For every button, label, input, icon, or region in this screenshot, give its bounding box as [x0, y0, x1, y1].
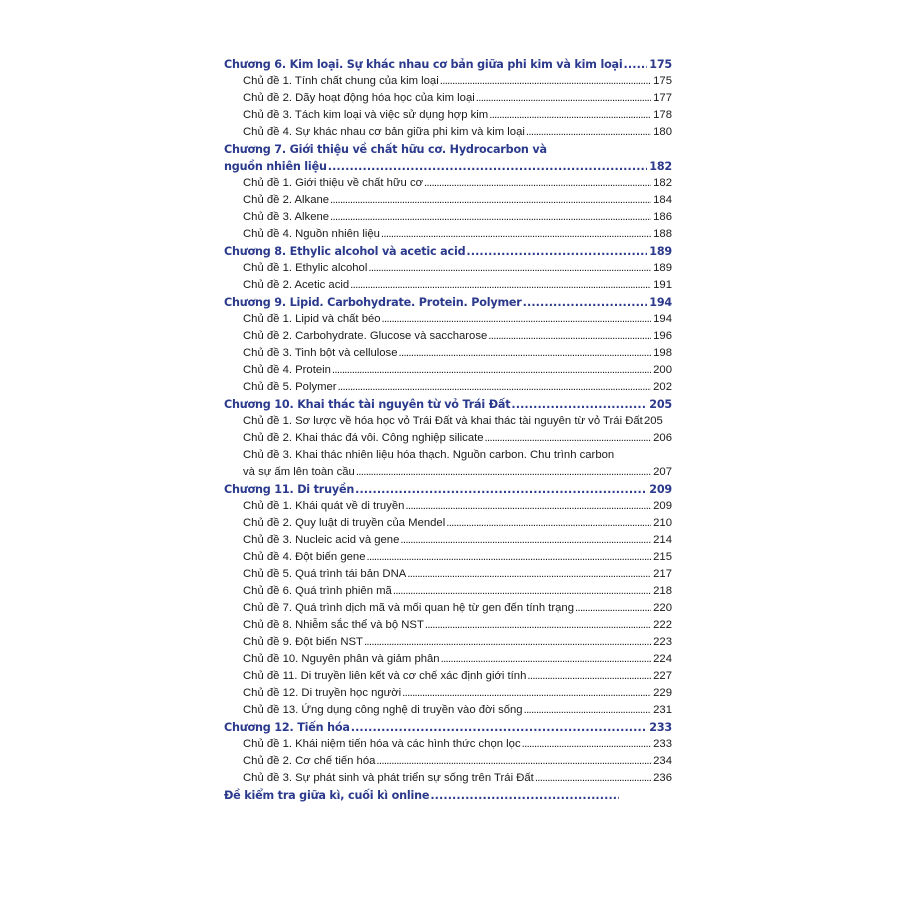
page-number: 234 [653, 755, 672, 767]
topic-title: Chủ đề 2. Carbohydrate. Glucose và saccharose [243, 330, 488, 342]
toc-chapter-row[interactable] [224, 141, 672, 158]
toc-chapter-row[interactable] [224, 396, 672, 413]
toc-topic-row[interactable] [224, 753, 672, 770]
topic-title: Chủ đề 10. Nguyên phân và giảm phân [243, 653, 440, 665]
page-number: 178 [653, 109, 672, 121]
page-number: 224 [653, 653, 672, 665]
chapter-title: Chương 8. Ethylic alcohol và acetic acid [224, 245, 466, 258]
toc-topic-row[interactable] [224, 583, 672, 600]
page-number: 182 [653, 177, 672, 189]
dot-leader [489, 107, 651, 124]
dot-leader [350, 277, 651, 294]
dot-leader [485, 430, 651, 447]
dot-leader [526, 124, 651, 141]
dot-leader [355, 481, 647, 498]
page-number: 207 [653, 466, 672, 478]
dot-leader [441, 651, 651, 668]
topic-title: Chủ đề 1. Ethylic alcohol [243, 262, 368, 274]
dot-leader [399, 345, 652, 362]
page-number: 217 [653, 568, 672, 580]
topic-title: Chủ đề 3. Sự phát sinh và phát triển sự sống trên Trái Đất [243, 772, 534, 784]
dot-leader [364, 634, 651, 651]
dot-leader [376, 753, 651, 770]
page-number: 236 [653, 772, 672, 784]
page-number: 196 [653, 330, 672, 342]
page-number: 189 [653, 262, 672, 274]
topic-title: Chủ đề 2. Cơ chế tiến hóa [243, 755, 376, 767]
page-number: 205 [649, 398, 672, 411]
page-number: 205 [643, 415, 663, 427]
topic-title: Chủ đề 11. Di truyền liên kết và cơ chế xác định giới tính [243, 670, 527, 682]
dot-leader [523, 294, 647, 311]
dot-leader [368, 260, 651, 277]
page-number: 227 [653, 670, 672, 682]
page-number: 188 [653, 228, 672, 240]
page-number: 233 [649, 721, 672, 734]
toc-chapter-row[interactable] [224, 243, 672, 260]
toc-chapter-row[interactable] [224, 481, 672, 498]
toc-topic-row[interactable] [224, 328, 672, 345]
topic-title: Chủ đề 2. Quy luật di truyền của Mendel [243, 517, 446, 529]
topic-title: Chủ đề 1. Lipid và chất béo [243, 313, 381, 325]
page-number: 220 [653, 602, 672, 614]
dot-leader [400, 532, 651, 549]
toc-chapter-row[interactable] [224, 787, 644, 804]
page-number: 231 [653, 704, 672, 716]
dot-leader [402, 685, 651, 702]
toc-topic-row[interactable] [224, 175, 672, 192]
toc-chapter-row[interactable] [224, 158, 672, 175]
page-number: 198 [653, 347, 672, 359]
page-number: 189 [649, 245, 672, 258]
topic-title: Chủ đề 2. Khai thác đá vôi. Công nghiệp silicate [243, 432, 484, 444]
dot-leader [393, 583, 651, 600]
dot-leader [338, 379, 651, 396]
topic-title: Chủ đề 1. Khái niệm tiến hóa và các hình thức chọn lọc [243, 738, 521, 750]
page-number: 177 [653, 92, 672, 104]
dot-leader [381, 226, 651, 243]
page-number: 206 [653, 432, 672, 444]
dot-leader [524, 702, 651, 719]
dot-leader [382, 311, 651, 328]
toc-topic-row[interactable] [224, 430, 672, 447]
topic-title: Chủ đề 1. Sơ lược về hóa học vỏ Trái Đất và khai thác tài nguyên từ vỏ Trái Đất [243, 415, 643, 427]
page-number: 229 [653, 687, 672, 699]
toc-topic-row[interactable] [224, 464, 672, 481]
topic-title: Chủ đề 7. Quá trình dịch mã và mối quan hệ từ gen đến tính trạng [243, 602, 574, 614]
dot-leader [332, 362, 651, 379]
chapter-title: Chương 9. Lipid. Carbohydrate. Protein. Polymer [224, 296, 522, 309]
dot-leader [511, 396, 647, 413]
table-of-contents [224, 56, 672, 804]
toc-topic-row[interactable] [224, 651, 672, 668]
topic-title: Chủ đề 4. Đột biến gene [243, 551, 366, 563]
dot-leader [424, 175, 651, 192]
dot-leader [405, 498, 651, 515]
page-number: 194 [649, 296, 672, 309]
toc-topic-row[interactable] [224, 260, 672, 277]
topic-title: Chủ đề 5. Quá trình tái bản DNA [243, 568, 407, 580]
page-number: 215 [653, 551, 672, 563]
page-number: 191 [653, 279, 672, 291]
chapter-title: Chương 12. Tiến hóa [224, 721, 350, 734]
toc-topic-row[interactable] [224, 736, 672, 753]
chapter-title: Chương 11. Di truyền [224, 483, 355, 496]
toc-topic-row[interactable] [224, 124, 672, 141]
page-number: 194 [653, 313, 672, 325]
toc-topic-row[interactable] [224, 209, 672, 226]
topic-title: Chủ đề 3. Tinh bột và cellulose [243, 347, 398, 359]
page-number: 222 [653, 619, 672, 631]
page-number: 180 [653, 126, 672, 138]
topic-title: Chủ đề 1. Khái quát về di truyền [243, 500, 405, 512]
dot-leader [624, 56, 647, 73]
page-number: 175 [649, 58, 672, 71]
toc-topic-row[interactable] [224, 600, 672, 617]
toc-topic-row[interactable] [224, 345, 672, 362]
dot-leader [330, 209, 651, 226]
chapter-title: Chương 10. Khai thác tài nguyên từ vỏ Trái Đất [224, 398, 511, 411]
dot-leader [407, 566, 651, 583]
dot-leader [522, 736, 651, 753]
topic-title: Chủ đề 4. Protein [243, 364, 331, 376]
toc-topic-row[interactable] [224, 770, 672, 787]
topic-title: Chủ đề 2. Alkane [243, 194, 330, 206]
dot-leader [328, 158, 647, 175]
toc-topic-row[interactable] [224, 277, 672, 294]
toc-topic-row[interactable] [224, 311, 672, 328]
chapter-title: Đề kiểm tra giữa kì, cuối kì online [224, 789, 430, 802]
chapter-title: nguồn nhiên liệu [224, 160, 327, 173]
chapter-title: Chương 6. Kim loại. Sự khác nhau cơ bản giữa phi kim và kim loại [224, 58, 623, 71]
toc-topic-row[interactable] [224, 566, 672, 583]
dot-leader [527, 668, 651, 685]
dot-leader [488, 328, 651, 345]
page-number: 209 [653, 500, 672, 512]
dot-leader [425, 617, 651, 634]
dot-leader [575, 600, 651, 617]
toc-topic-row[interactable] [224, 90, 672, 107]
toc-chapter-row[interactable] [224, 719, 672, 736]
topic-title: và sự ấm lên toàn cầu [243, 466, 355, 478]
topic-title: Chủ đề 3. Khai thác nhiên liệu hóa thạch. Nguồn carbon. Chu trình carbon [243, 449, 615, 461]
chapter-title: Chương 7. Giới thiệu về chất hữu cơ. Hydrocarbon và [224, 143, 547, 156]
toc-topic-row[interactable] [224, 362, 672, 379]
topic-title: Chủ đề 1. Giới thiệu về chất hữu cơ [243, 177, 424, 189]
topic-title: Chủ đề 4. Nguồn nhiên liệu [243, 228, 380, 240]
topic-title: Chủ đề 12. Di truyền học người [243, 687, 402, 699]
topic-title: Chủ đề 1. Tính chất chung của kim loại [243, 75, 439, 87]
dot-leader [356, 464, 651, 481]
dot-leader [330, 192, 651, 209]
page-number: 186 [653, 211, 672, 223]
page-number: 202 [653, 381, 672, 393]
page-number: 182 [649, 160, 672, 173]
page-number: 209 [649, 483, 672, 496]
topic-title: Chủ đề 3. Alkene [243, 211, 330, 223]
page-number: 218 [653, 585, 672, 597]
dot-leader [466, 243, 647, 260]
toc-chapter-row[interactable] [224, 56, 672, 73]
topic-title: Chủ đề 4. Sự khác nhau cơ bản giữa phi kim và kim loại [243, 126, 525, 138]
page-number: 200 [653, 364, 672, 376]
toc-topic-row[interactable] [224, 634, 672, 651]
toc-topic-row[interactable] [224, 702, 672, 719]
topic-title: Chủ đề 9. Đột biến NST [243, 636, 363, 648]
topic-title: Chủ đề 13. Ứng dụng công nghệ di truyền vào đời sống [243, 704, 523, 716]
topic-title: Chủ đề 3. Tách kim loại và việc sử dụng hợp kim [243, 109, 489, 121]
dot-leader [476, 90, 651, 107]
toc-topic-row[interactable] [224, 515, 672, 532]
topic-title: Chủ đề 2. Acetic acid [243, 279, 350, 291]
page-number: 233 [653, 738, 672, 750]
toc-topic-row[interactable] [224, 668, 672, 685]
dot-leader [430, 787, 619, 804]
page-number: 223 [653, 636, 672, 648]
toc-topic-row[interactable] [224, 73, 672, 90]
dot-leader [440, 73, 651, 90]
page-number: 175 [653, 75, 672, 87]
toc-topic-row[interactable] [224, 498, 672, 515]
toc-topic-row[interactable] [224, 192, 672, 209]
dot-leader [351, 719, 647, 736]
dot-leader [535, 770, 651, 787]
page-number: 210 [653, 517, 672, 529]
topic-title: Chủ đề 5. Polymer [243, 381, 337, 393]
dot-leader [366, 549, 651, 566]
dot-leader [446, 515, 651, 532]
page-number: 184 [653, 194, 672, 206]
toc-topic-row[interactable] [224, 107, 672, 124]
toc-topic-row[interactable] [224, 379, 672, 396]
toc-topic-row[interactable] [224, 617, 672, 634]
toc-topic-row[interactable] [224, 226, 672, 243]
toc-topic-row[interactable] [224, 413, 672, 430]
topic-title: Chủ đề 8. Nhiễm sắc thể và bộ NST [243, 619, 424, 631]
toc-topic-row[interactable] [224, 447, 672, 464]
topic-title: Chủ đề 3. Nucleic acid và gene [243, 534, 400, 546]
toc-topic-row[interactable] [224, 685, 672, 702]
toc-topic-row[interactable] [224, 532, 672, 549]
page-number: 214 [653, 534, 672, 546]
toc-chapter-row[interactable] [224, 294, 672, 311]
topic-title: Chủ đề 6. Quá trình phiên mã [243, 585, 392, 597]
toc-topic-row[interactable] [224, 549, 672, 566]
topic-title: Chủ đề 2. Dãy hoạt động hóa học của kim loại [243, 92, 475, 104]
